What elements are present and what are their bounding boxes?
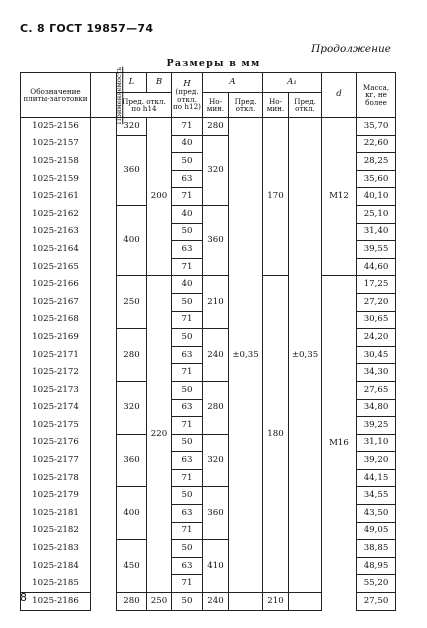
- cell-mass: 39,20: [357, 452, 396, 470]
- cell-mass: 22,60: [357, 135, 396, 153]
- cell-H: 50: [172, 434, 203, 452]
- cell-code: 1025-2158: [21, 153, 91, 171]
- cell-application: [91, 118, 117, 611]
- col-A: A: [203, 73, 263, 93]
- cell-B: 200: [147, 118, 172, 276]
- cell-H: 63: [172, 452, 203, 470]
- cell-H: 71: [172, 364, 203, 382]
- cell-H: 71: [172, 118, 203, 136]
- cell-L: 400: [117, 487, 147, 540]
- cell-H: 40: [172, 135, 203, 153]
- cell-mass: 35,70: [357, 118, 396, 136]
- cell-code: 1025-2181: [21, 505, 91, 523]
- cell-mass: 49,05: [357, 522, 396, 540]
- cell-mass: 44,60: [357, 258, 396, 276]
- plate-dimensions-table: [20, 66, 396, 611]
- cell-code: 1025-2183: [21, 540, 91, 558]
- cell-mass: 34,30: [357, 364, 396, 382]
- cell-H: 50: [172, 293, 203, 311]
- cell-code: 1025-2185: [21, 575, 91, 593]
- cell-L: 360: [117, 434, 147, 487]
- cell-code: 1025-2186: [21, 593, 91, 611]
- cell-code: 1025-2184: [21, 557, 91, 575]
- cell-code: 1025-2163: [21, 223, 91, 241]
- cell-mass: 27,65: [357, 381, 396, 399]
- col-A-tol: Пред. откл.: [229, 93, 263, 118]
- cell-A-nom: 210: [203, 276, 229, 329]
- cell-mass: 30,45: [357, 346, 396, 364]
- cell-mass: 34,55: [357, 487, 396, 505]
- cell-H: 50: [172, 223, 203, 241]
- cell-L: 250: [117, 276, 147, 329]
- cell-code: 1025-2173: [21, 381, 91, 399]
- cell-mass: 17,25: [357, 276, 396, 294]
- cell-B: 250: [147, 593, 172, 611]
- cell-mass: 31,40: [357, 223, 396, 241]
- cell-A1-tol: ±0,35: [289, 118, 322, 593]
- cell-mass: 44,15: [357, 469, 396, 487]
- cell-A-nom: 240: [203, 593, 229, 611]
- cell-mass: 24,20: [357, 329, 396, 347]
- cell-L: 280: [117, 329, 147, 382]
- cell-mass: 40,10: [357, 188, 396, 206]
- col-A-nom: Но-мин.: [203, 93, 229, 118]
- cell-mass: 25,10: [357, 205, 396, 223]
- cell-H: 40: [172, 205, 203, 223]
- cell-H: 71: [172, 417, 203, 435]
- cell-A-nom: 240: [203, 329, 229, 382]
- cell-A-nom: 280: [203, 381, 229, 434]
- cell-A-nom: 320: [203, 434, 229, 487]
- cell-mass: 34,80: [357, 399, 396, 417]
- page-header: С. 8 ГОСТ 19857—74: [20, 22, 154, 35]
- cell-code: 1025-2171: [21, 346, 91, 364]
- cell-code: 1025-2157: [21, 135, 91, 153]
- col-application: [91, 66, 124, 125]
- cell-A-tol: ±0,35: [229, 118, 263, 593]
- col-d: d: [322, 73, 357, 118]
- cell-H: 50: [172, 381, 203, 399]
- cell-H: 50: [172, 153, 203, 171]
- page-number: 8: [20, 591, 27, 604]
- cell-mass: 55,20: [357, 575, 396, 593]
- cell-H: 50: [172, 329, 203, 347]
- cell-code: 1025-2176: [21, 434, 91, 452]
- cell-H: 71: [172, 575, 203, 593]
- cell-code: 1025-2168: [21, 311, 91, 329]
- cell-mass: 35,60: [357, 170, 396, 188]
- cell-code: 1025-2178: [21, 469, 91, 487]
- col-B: B: [147, 73, 172, 93]
- cell-H: 71: [172, 188, 203, 206]
- cell-code: 1025-2165: [21, 258, 91, 276]
- cell-A-nom: 360: [203, 205, 229, 275]
- cell-L: 450: [117, 540, 147, 593]
- cell-H: 63: [172, 241, 203, 259]
- col-application-label: Применяемость: [115, 66, 124, 125]
- cell-A-nom: 360: [203, 487, 229, 540]
- cell-code: 1025-2156: [21, 118, 91, 136]
- cell-code: 1025-2161: [21, 188, 91, 206]
- cell-H: 50: [172, 487, 203, 505]
- col-H-letter: H: [183, 78, 191, 89]
- table-row: [21, 276, 396, 294]
- cell-H: 50: [172, 540, 203, 558]
- col-H-tol: (пред. откл. по h12): [173, 87, 201, 111]
- cell-H: 40: [172, 276, 203, 294]
- cell-code: 1025-2169: [21, 329, 91, 347]
- col-mass: Масса, кг, не более: [357, 73, 396, 118]
- cell-code: 1025-2162: [21, 205, 91, 223]
- cell-H: 71: [172, 522, 203, 540]
- cell-mass: 27,50: [357, 593, 396, 611]
- cell-H: 71: [172, 469, 203, 487]
- col-A1-tol: Пред. откл.: [289, 93, 322, 118]
- cell-H: 63: [172, 346, 203, 364]
- units-caption: Размеры в мм: [166, 58, 261, 69]
- cell-code: 1025-2182: [21, 522, 91, 540]
- col-A1: A₁: [263, 73, 322, 93]
- cell-d: M12: [322, 118, 357, 276]
- cell-A-nom: 410: [203, 540, 229, 593]
- continuation-label: Продолжение: [311, 43, 391, 55]
- cell-code: 1025-2167: [21, 293, 91, 311]
- cell-code: 1025-2179: [21, 487, 91, 505]
- col-L-tol: Пред. откл. по h14: [117, 93, 172, 118]
- cell-L: 320: [117, 118, 147, 136]
- cell-A1-nom: 180: [263, 276, 289, 593]
- cell-code: 1025-2177: [21, 452, 91, 470]
- cell-mass: 39,25: [357, 417, 396, 435]
- cell-mass: 31,10: [357, 434, 396, 452]
- cell-mass: 28,25: [357, 153, 396, 171]
- cell-code: 1025-2172: [21, 364, 91, 382]
- cell-A1-nom: 210: [263, 593, 289, 611]
- cell-H: 63: [172, 399, 203, 417]
- cell-B: 220: [147, 276, 172, 593]
- cell-d: M16: [322, 276, 357, 610]
- cell-mass: 48,95: [357, 557, 396, 575]
- cell-code: 1025-2175: [21, 417, 91, 435]
- cell-H: 71: [172, 258, 203, 276]
- col-designation: Обозначение плиты-заготовки: [21, 73, 91, 118]
- cell-H: 63: [172, 170, 203, 188]
- cell-A-tol: [229, 593, 263, 611]
- cell-H: 63: [172, 557, 203, 575]
- cell-code: 1025-2164: [21, 241, 91, 259]
- col-H: [172, 73, 203, 118]
- cell-H: 71: [172, 311, 203, 329]
- cell-L: 320: [117, 381, 147, 434]
- cell-mass: 38,85: [357, 540, 396, 558]
- cell-code: 1025-2166: [21, 276, 91, 294]
- cell-A1-tol: [289, 593, 322, 611]
- cell-A-nom: 280: [203, 118, 229, 136]
- cell-L: 400: [117, 205, 147, 275]
- cell-mass: 27,20: [357, 293, 396, 311]
- cell-mass: 39,55: [357, 241, 396, 259]
- cell-L: 280: [117, 593, 147, 611]
- cell-A-nom: 320: [203, 135, 229, 205]
- cell-code: 1025-2174: [21, 399, 91, 417]
- cell-H: 63: [172, 505, 203, 523]
- col-A1-nom: Но-мин.: [263, 93, 289, 118]
- cell-A1-nom: 170: [263, 118, 289, 276]
- cell-mass: 30,65: [357, 311, 396, 329]
- cell-code: 1025-2159: [21, 170, 91, 188]
- col-L: L: [117, 73, 147, 93]
- cell-L: 360: [117, 135, 147, 205]
- table-row: [21, 118, 396, 136]
- cell-mass: 43,50: [357, 505, 396, 523]
- cell-H: 50: [172, 593, 203, 611]
